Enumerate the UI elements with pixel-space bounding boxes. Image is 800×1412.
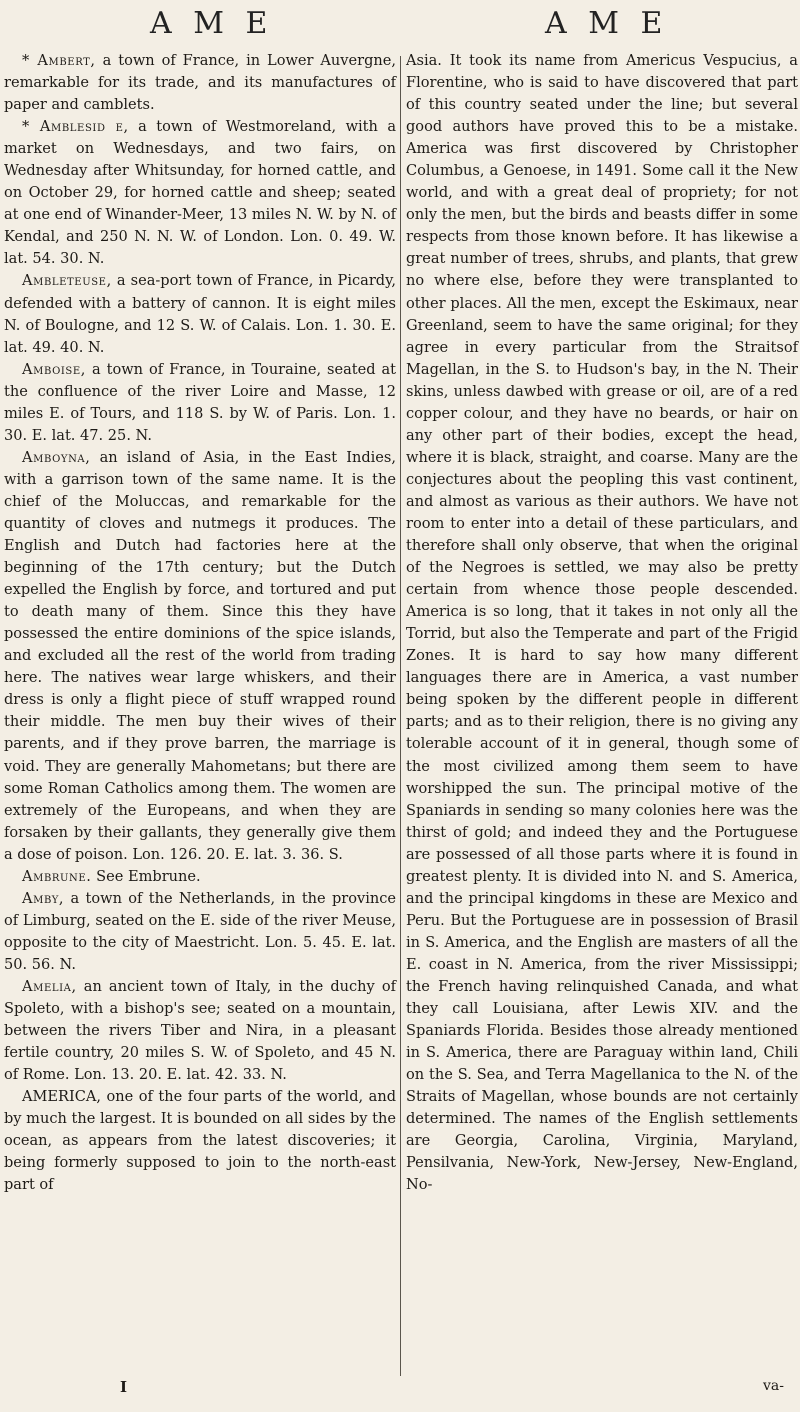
entry-amelia [4, 976, 396, 1086]
entry-body: one of the four parts of the world, and by much the largest. It is bounded on all sides by the ocean, as appears from the latest discoveries; it being formerly supposed to join to the north-east part of [4, 1088, 397, 1194]
running-head-right: A M E [545, 6, 669, 41]
headword: Amboyna, [22, 448, 91, 466]
entry-amboyna [4, 447, 396, 866]
entry-body: an ancient town of Italy, in the duchy of Spoleto, with a bishop's see; seated on a mountain, between the rivers Tiber and Nira, in a pleasant fertile country, 20 miles S. W. of Spoleto, and 45 N. of Rome. Lon. 13. 20. E. lat. 42. 33. N. [4, 977, 396, 1084]
entry-ambert [4, 50, 396, 116]
entry-amboise [4, 359, 396, 447]
entry-ambleside [4, 116, 396, 270]
headword: Ambrune. [22, 867, 92, 885]
signature-mark: I [120, 1378, 128, 1396]
page-header [0, 6, 800, 52]
headword: Ambleteuse, [22, 272, 112, 290]
entry-america [4, 1086, 396, 1196]
right-column [406, 50, 798, 1400]
entry-body: an island of Asia, in the East Indies, with a garrison town of the same name. It is the chief of the Moluccas, and remarkable for the quantity of cloves and nutmegs it produces. The English and Dutch had factories here at the beginning of the 17th century; but the Dutch expelled the English by force, and tortured and put to death many of them. Since this they have possessed the entire dominions of the spice islands, and excluded all the rest of the world from trading here. The natives wear large whiskers, and their dress is only a flight piece of stuff wrapped round their middle. The men buy their wives of their parents, and if they prove barren, the marriage is void. They are generally Mahometans; but there are some Roman Catholics among them. The women are extremely of the Europeans, and when they are forsaken by their gallants, they generally give them a dose of poison. Lon. 126. 20. E. lat. 3. 36. S. [4, 448, 396, 863]
entry-body: a town of France, in Lower Auvergne, remarkable for its trade, and its manufactures of paper and camblets. [4, 52, 396, 114]
headword: Amboise, [22, 360, 87, 378]
entry-body: a sea-port town of France, in Picardy, defended with a battery of cannon. It is eight miles N. of Boulogne, and 12 S. W. of Calais. Lon. 1. 30. E. lat. 49. 40. N. [4, 272, 396, 356]
headword: Amelia, [22, 977, 77, 995]
entry-ambleteuse [4, 270, 396, 358]
catchword: va- [763, 1378, 784, 1394]
headword: * Amblesid e, [22, 118, 129, 136]
entry-ambrune [4, 866, 396, 888]
headword: Amby, [22, 889, 65, 907]
column-divider [400, 56, 401, 1376]
entry-amby [4, 888, 396, 976]
headword: * Ambert, [22, 52, 96, 69]
entry-body: a town of the Netherlands, in the province of Limburg, seated on the E. side of the river Meuse, opposite to the city of Maestricht. Lon. 5. 45. E. lat. 50. 56. N. [4, 889, 396, 973]
entry-body: See Embrune. [96, 867, 201, 885]
entry-body: a town of Westmoreland, with a market on Wednesdays, and two fairs, on Wednesday after Whitsunday, for horned cattle, and on October 29, for horned cattle and sheep; seated at one end of Winander-Meer, 13 miles N. W. by N. of Kendal, and 250 N. N. W. of London. Lon. 0. 49. W. lat. 54. 30. N. [4, 118, 396, 268]
entry-body: a town of France, in Touraine, seated at the confluence of the river Loire and Masse, 12 miles E. of Tours, and 118 S. by W. of Paris. Lon. 1. 30. E. lat. 47. 25. N. [4, 360, 397, 444]
entry-america-continued: Asia. It took its name from Americus Vespucius, a Florentine, who is said to have discovered that part of this country seated under the line; but several good authors have proved this to be a mistake. America was first discovered by Christopher Columbus, a Genoese, in 1491. Some call it the New world, and with a great deal of propriety; for not only the men, but the birds and beasts differ in some respects from those known before. It has likewise a great number of trees, shrubs, and plants, that grew no where else, before they were transplanted to other places. All the men, except the Eskimaux, near Greenland, seem to have the same original; for they agree in every particular from the Straitsof Magellan, in the S. to Hudson's bay, in the N. Their skins, unless dawbed with grease or oil, are of a red copper colour, and they have no beards, or hair on any other part of their bodies, except the head, where it is black, straight, and coarse. Many are the conjectures about the peopling this vast continent, and almost as various as their authors. We have not room to enter into a detail of these particulars, and therefore shall only observe, that when the original of the Negroes is settled, we may also be pretty certain from whence those people descended. America is so long, that it takes in not only all the Torrid, but also the Temperate and part of the Frigid Zones. It is hard to say how many different languages there are in America, a vast number being spoken by the different people in different parts; and as to their religion, there is no giving any tolerable account of it in general, though some of the most civilized among them seem to have worshipped the sun. The principal motive of the Spaniards in sending so many colonies here was the thirst of gold; and indeed they and the Portuguese are possessed of all those parts where it is found in greatest plenty. It is divided into N. and S. America, and the principal kingdoms in these are Mexico and Peru. But the Portuguese are in possession of Brasil in S. America, and the English are masters of all the E. coast in N. America, from the river Mississippi; the French having relinquished Canada, and what they call Louisiana, after Lewis XIV. and the Spaniards Florida. Besides those already mentioned in S. America, there are Paraguay within land, Chili on the S. Sea, and Terra Magellanica to the N. of the Straits of Magellan, whose bounds are not certainly determined. The names of the English settlements are Georgia, Carolina, Virginia, Maryland, Pensilvania, New-York, New-Jersey, New-England, No- [406, 52, 798, 1194]
headword: AMERICA, [22, 1088, 101, 1106]
left-column [4, 50, 396, 1400]
running-head-left: A M E [150, 6, 274, 41]
